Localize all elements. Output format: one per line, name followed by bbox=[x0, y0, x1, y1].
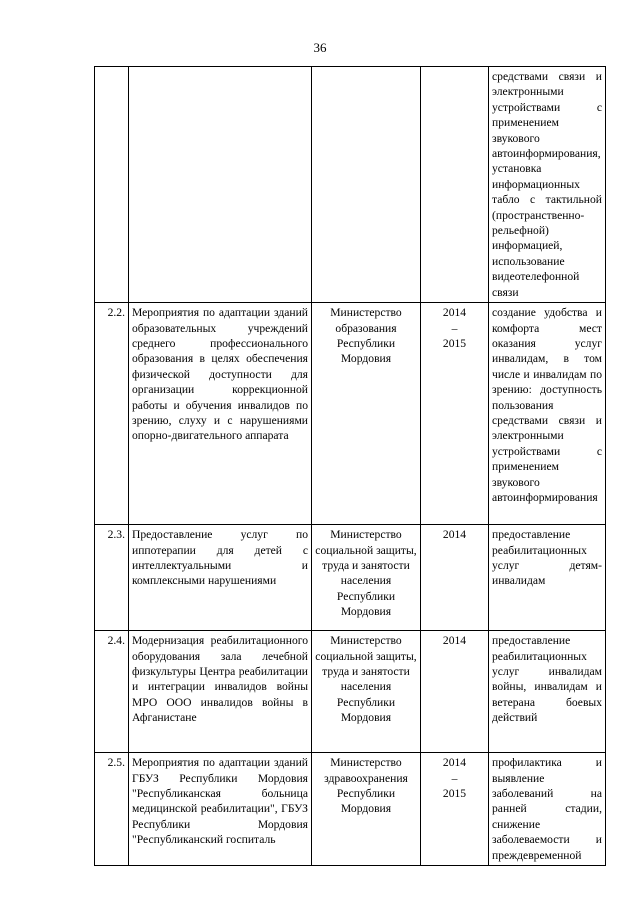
row-number bbox=[95, 67, 129, 303]
activity-cell: Мероприятия по адаптации зданий образовательных учреждений среднего профессионального образования в целях обеспечения физической доступности для организации коррекционной работы и обучения инвалидов по зрению, слуху и с нарушениями опорно-двигательного аппарата bbox=[129, 303, 312, 525]
activity-cell: Предоставление услуг по иппотерапии для детей с интеллектуальными и комплексными нарушениями bbox=[129, 525, 312, 631]
activity-cell bbox=[129, 67, 312, 303]
activity-cell: Модернизация реабилитационного оборудования зала лечебной физкультуры Центра реабилитации и интеграции инвалидов войны МРО ООО инвалидов войны в Афганистане bbox=[129, 631, 312, 753]
row-number: 2.3. bbox=[95, 525, 129, 631]
executor-cell: Министерство образования Республики Мордовия bbox=[312, 303, 421, 525]
years-cell bbox=[421, 67, 489, 303]
table-row bbox=[95, 303, 606, 525]
table-row bbox=[95, 525, 606, 631]
years-cell: 2014 – 2015 bbox=[421, 753, 489, 866]
page-number: 36 bbox=[313, 40, 327, 55]
result-cell: предоставление реабилитационных услуг детям-инвалидам bbox=[489, 525, 606, 631]
row-number: 2.4. bbox=[95, 631, 129, 753]
row-number: 2.5. bbox=[95, 753, 129, 866]
result-cell: создание удобства и комфорта мест оказания услуг инвалидам, в том числе и инвалидам по зрению: доступность пользования средствами связи и электронными устройствами с применением звукового автоинформирования bbox=[489, 303, 606, 525]
result-cell: профилактика и выявление заболеваний на ранней стадии, снижение заболеваемости и преждевременной bbox=[489, 753, 606, 866]
executor-cell bbox=[312, 67, 421, 303]
activities-table bbox=[94, 66, 606, 866]
years-cell: 2014 – 2015 bbox=[421, 303, 489, 525]
executor-cell: Министерство социальной защиты, труда и занятости населения Республики Мордовия bbox=[312, 631, 421, 753]
years-cell: 2014 bbox=[421, 631, 489, 753]
table-row bbox=[95, 753, 606, 866]
table-row bbox=[95, 67, 606, 303]
row-number: 2.2. bbox=[95, 303, 129, 525]
years-cell: 2014 bbox=[421, 525, 489, 631]
table-row bbox=[95, 631, 606, 753]
result-cell: предоставление реабилитационных услуг инвалидам войны, инвалидам и ветерана боевых действий bbox=[489, 631, 606, 753]
executor-cell: Министерство здравоохранения Республики Мордовия bbox=[312, 753, 421, 866]
activity-cell: Мероприятия по адаптации зданий ГБУЗ Республики Мордовия "Республиканская больница медицинской реабилитации", ГБУЗ Республики Мордовия "Республиканский госпиталь bbox=[129, 753, 312, 866]
executor-cell: Министерство социальной защиты, труда и занятости населения Республики Мордовия bbox=[312, 525, 421, 631]
result-cell: средствами связи и электронными устройствами с применением звукового автоинформирования, установка информационных табло с тактильной (пространственно-рельефной) информацией, использование видеотелефонной связи bbox=[489, 67, 606, 303]
